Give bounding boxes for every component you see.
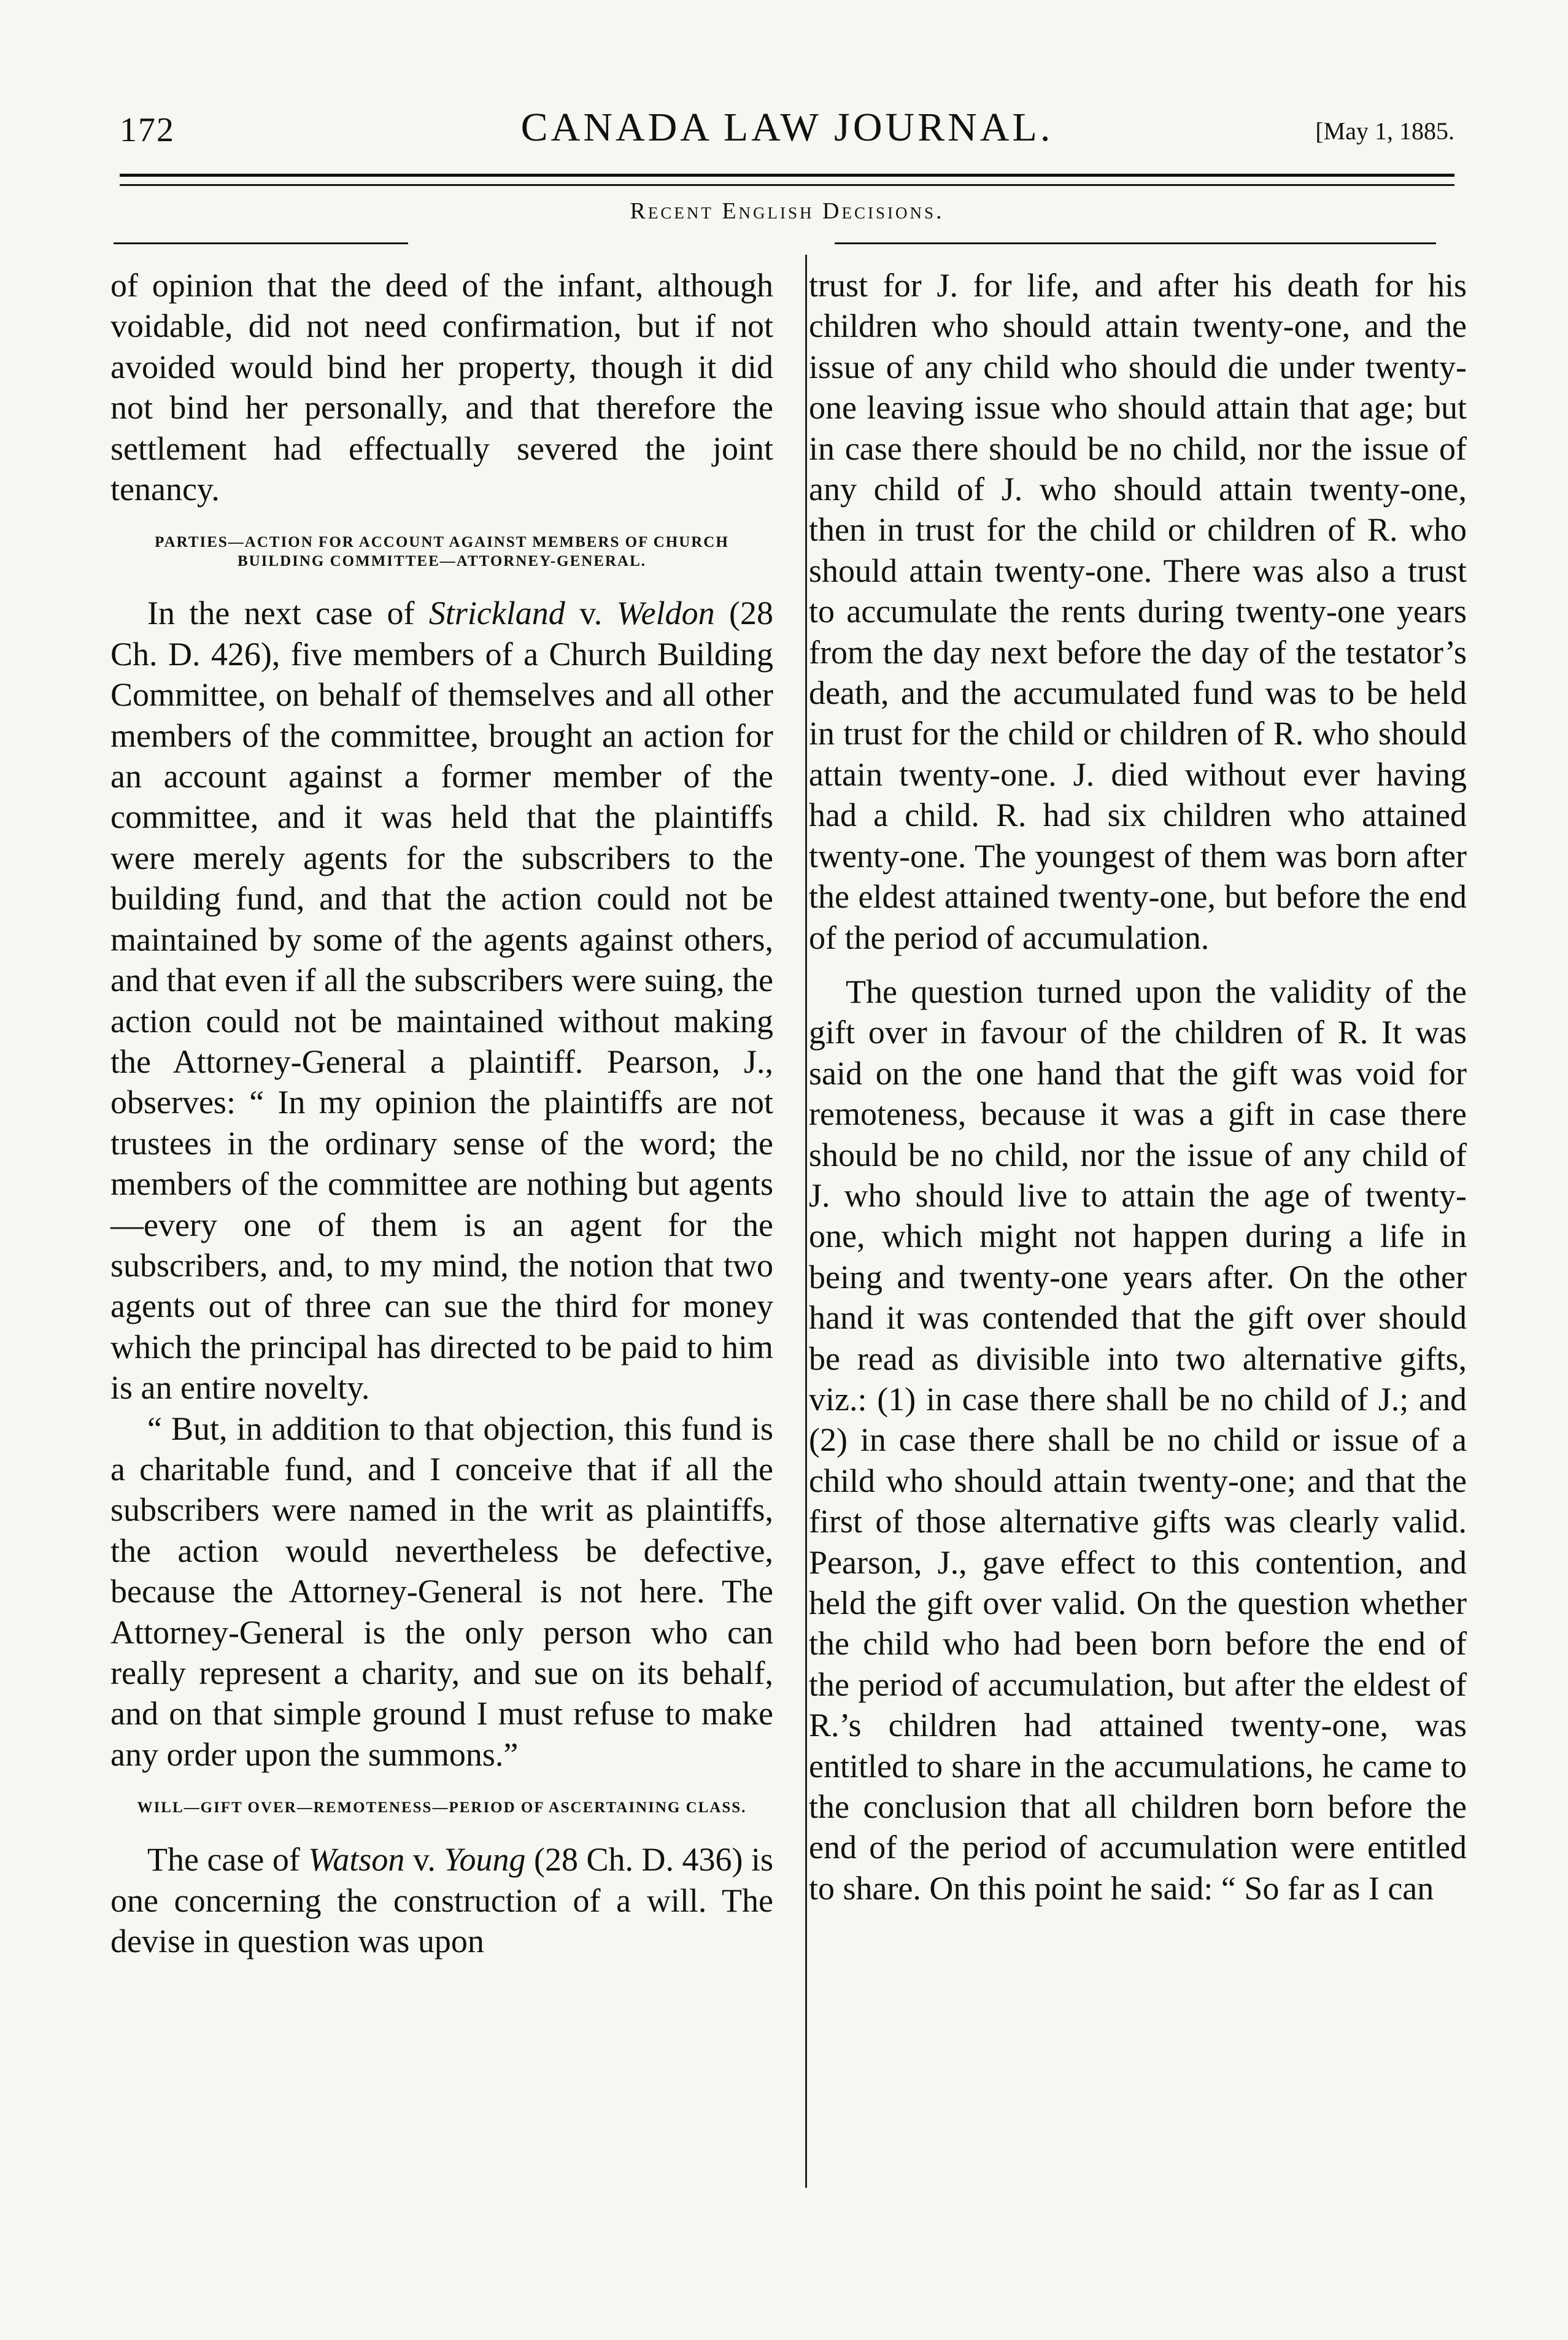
issue-date: [May 1, 1885. bbox=[1315, 117, 1454, 145]
case-name: Young bbox=[444, 1841, 526, 1879]
right-column bbox=[804, 265, 1467, 1909]
subject-heading: WILL—GIFT OVER—REMOTENESS—PERIOD OF ASCERTAINING CLASS. bbox=[137, 1799, 747, 1817]
subject-heading: PARTIES—ACTION FOR ACCOUNT AGAINST MEMBERS OF CHURCH BUILDING COMMITTEE—ATTORNEY-GENERAL. bbox=[155, 534, 729, 570]
paragraph: trust for J. for life, and after his death for his children who should attain twenty-one, and the issue of any child who should die under twenty-one leaving issue who should attain that age; but in case there should be no child, nor the issue of any child of J. who should attain twenty-one, then in trust for the child or children of R. who should attain twenty-one. There was also a trust to accumulate the rents during twenty-one years from the day next before the day of the testator’s death, and the accumulated fund was to be held in trust for the child or children of R. who should attain twenty-one. J. died without ever having had a child. R. had six children who attained twenty-one. The youngest of them was born after the eldest attained twenty-one, but before the end of the period of accumulation. bbox=[809, 267, 1467, 956]
paragraph: The question turned upon the validity of the gift over in favour of the children of R. It was said on the one hand that the gift was void for remoteness, because it was a gift in case there should be no child, nor the issue of any child of J. who should live to attain the age of twenty-one, which might not happen during a life in being and twenty-one years after. On the other hand it was contended that the gift over should be read as divisible into two alternative gifts, viz.: (1) in case there shall be no child of J.; and (2) in case there shall be no child or issue of a child who should attain twenty-one; and that the first of those alternative gifts was clearly valid. Pearson, J., gave effect to this contention, and held the gift over valid. On the question whether the child who had been born before the end of the period of accumulation, but after the eldest of R.’s children had attained twenty-one, was entitled to share in the accumulations, he came to the conclusion that all children born before the end of the period of accumulation were entitled to share. On this point he said: “ So far as I can bbox=[809, 973, 1467, 1907]
header-rule-thick bbox=[120, 174, 1454, 177]
case-name: Strickland bbox=[428, 595, 565, 632]
case-name: Watson bbox=[308, 1841, 405, 1879]
left-column bbox=[110, 265, 773, 1961]
paragraph: “ But, in addition to that objection, this fund is a charitable fund, and I conceive that if all the subscribers were named in the writ as plaintiffs, the action would nevertheless be defective, because the Attorney-General is not here. The Attorney-General is the only person who can really represent a charity, and sue on its behalf, and on that simple ground I must refuse to make any order upon the summons.” bbox=[110, 1410, 773, 1773]
header-rule-thin bbox=[120, 184, 1454, 186]
running-header bbox=[120, 104, 1454, 153]
journal-title: CANADA LAW JOURNAL. bbox=[520, 105, 1054, 150]
section-rule-left bbox=[114, 242, 408, 244]
paragraph: The case of Watson v. Young (28 Ch. D. 436) is one concerning the construction of a will. The devise in question was upon bbox=[110, 1841, 773, 1960]
paragraph: of opinion that the deed of the infant, although voidable, did not need confirmation, but if not avoided would bind her property, though it did not bind her personally, and that therefore the settlement had effectually severed the joint tenancy. bbox=[110, 267, 773, 508]
paragraph: In the next case of Strickland v. Weldon (28 Ch. D. 426), five members of a Church Building Committee, on behalf of themselves and all other members of the committee, brought an action for an account against a former member of the committee, and it was held that the plaintiffs were merely agents for the subscribers to the building fund, and that the action could not be maintained by some of the agents against others, and that even if all the subscribers were suing, the action could not be maintained without making the Attorney-General a plaintiff. Pearson, J., observes: “ In my opinion the plaintiffs are not trustees in the ordinary sense of the word; the members of the committee are nothing but agents—every one of them is an agent for the subscribers, and, to my mind, the notion that two agents out of three can sue the third for money which the principal has directed to be paid to him is an entire novelty. bbox=[110, 595, 774, 1407]
section-rule-right bbox=[835, 242, 1436, 244]
section-title: Recent English Decisions. bbox=[630, 198, 944, 224]
page-number: 172 bbox=[120, 111, 175, 149]
case-name: Weldon bbox=[616, 595, 715, 632]
